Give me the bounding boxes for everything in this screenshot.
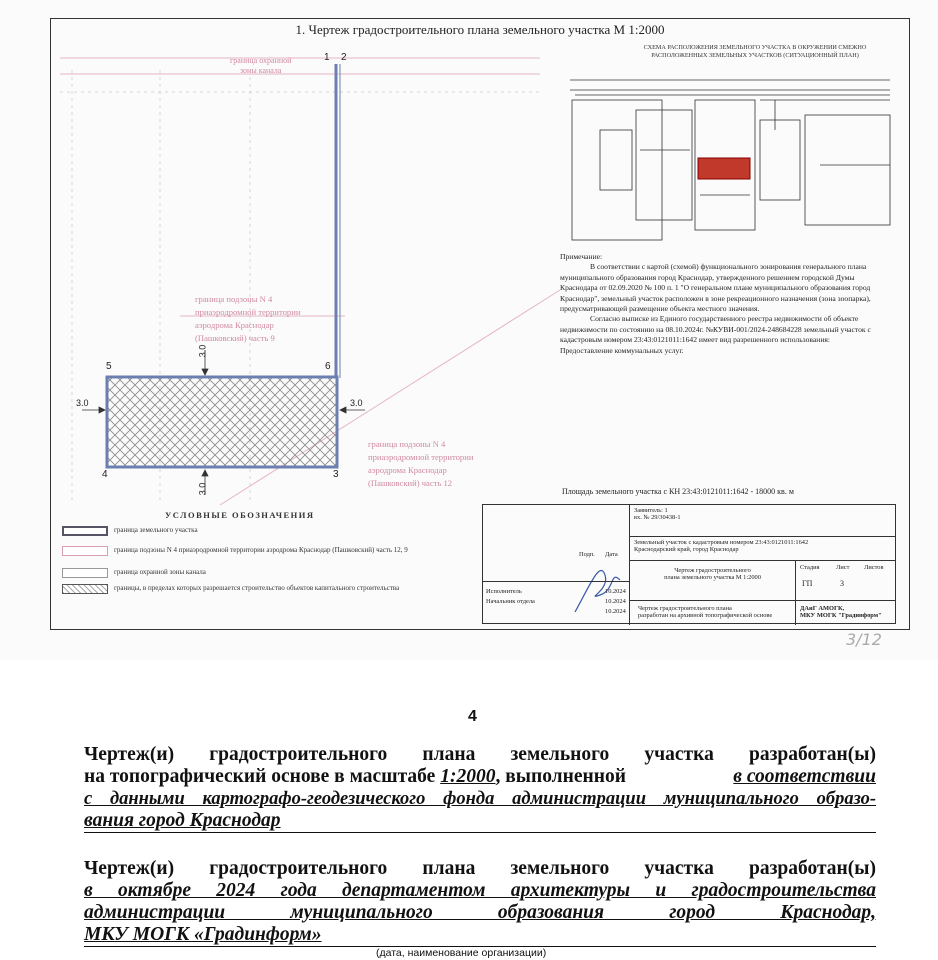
- canal-label: граница охранной зоны канала: [230, 56, 292, 75]
- legend-swatch-canal: [62, 568, 108, 578]
- dim-left: 3.0: [76, 398, 89, 408]
- dim-right: 3.0: [350, 398, 363, 408]
- para1-line1: Чертеж(и) градостроительного плана земельного участка разработан(ы): [84, 744, 876, 765]
- stamp-drawing-title-2: плана земельного участка М 1:2000: [664, 574, 761, 581]
- stamp-col-date: Дата: [605, 551, 618, 558]
- area-text: Площадь земельного участка с КН 23:43:0121011:1642 - 18000 кв. м: [562, 487, 794, 496]
- stamp-object-1: Земельный участок с кадастровым номером 23:43:0121011:1642: [634, 539, 809, 546]
- zone-label-part12: граница подзоны N 4 приаэродромной территории аэродрома Краснодар (Пашковский) часть 12: [368, 439, 474, 488]
- stamp-sheet: 3: [840, 579, 844, 588]
- legend-title: УСЛОВНЫЕ ОБОЗНАЧЕНИЯ: [165, 510, 315, 520]
- point-2: 2: [341, 52, 347, 63]
- point-4: 4: [102, 469, 108, 480]
- stamp-org-1: ДАиГ АМОГК,: [800, 605, 845, 612]
- para2-line1: Чертеж(и) градостроительного плана земельного участка разработан(ы): [84, 858, 876, 879]
- stamp-sheet-h: Лист: [836, 564, 850, 571]
- drawing-title: 1. Чертеж градостроительного плана земельного участка М 1:2000: [295, 22, 665, 37]
- stamp-applicant: Заявитель: 1: [634, 507, 668, 514]
- paragraph-developer: [84, 858, 876, 947]
- legend-swatch-building: [62, 584, 108, 594]
- stamp-date-3: 10.2024: [605, 608, 626, 615]
- stamp-sheets-h: Листов: [864, 564, 884, 571]
- para1-line4: вания город Краснодар: [84, 810, 876, 833]
- scheme-caption: СХЕМА РАСПОЛОЖЕНИЯ ЗЕМЕЛЬНОГО УЧАСТКА В ОКРУЖЕНИИ СМЕЖНО РАСПОЛОЖЕННЫХ ЗЕМЕЛЬНЫХ УЧАСТКОВ (СИТУАЦИОННЫЙ ПЛАН): [643, 44, 867, 59]
- dim-top: 3.0: [197, 344, 208, 358]
- drawing-sheet: 1. Чертеж градостроительного плана земельного участка М 1:2000 СХЕМА РАСПОЛОЖЕНИЯ ЗЕМЕЛЬНОГО УЧАСТКА В ОКРУЖЕНИИ СМЕЖНО РАСПОЛОЖЕННЫХ ЗЕМЕЛЬНЫХ УЧАСТКОВ (СИТУАЦИОННЫЙ ПЛАН) граница охранной зоны канала 1 2 граница подзоны N 4 приаэродромной территории аэродрома Краснодар (Пашковский) часть 9 граница подзоны N 4 приаэродромной территории аэродрома Краснодар (Пашковский) часть 12 5 6 4 3 3.0 3.0 3.0 3.0 Примечание: В соответствии с картой (схемой) функционального зонирования генерального плана муниципального образования город Краснодар, утвержденного решением городской Думы Краснодара от 02.09.2020 № 100 п. 1 "О генеральном плане муниципального образования город Краснодар", земельный участок расположен в зоне рекреационного назначения (зона зоопарка), предусматривающей размещение объекта местного значения. Согласно выписке из Единого государственного реестра недвижимости об объекте недвижимости по состоянию на 08.10.2024г. №КУВИ-001/2024-248684228 земельный участок с кадастровым номером 23:43:0121011:1642 имеет вид разрешенного использования: Предоставление коммунальных услуг. Площадь земельного участка с КН 23:43:0121011:1642 - 18000 кв. м УСЛОВНЫЕ ОБОЗНАЧЕНИЯ граница земельного участка граница подзоны N 4 приаэродромной территории аэродрома Краснодар (Пашковский) часть 12, 9 граница охранной зоны канала границы, в пределах которых разрешается строительство объектов капитального строительства Заявитель: 1 вх. № 29/30438-1 Земельный участок с кадастровым номером 23:43:0121011:1642 Краснодарский край, город Краснодар Подп. Дата Чертеж градостроительного плана земельного участка М 1:2000 Стадия Лист Листов ГП 3 Исполнитель Начальник отдела 10.2024 10.2024 10.2024 Чертеж градостроительного плана разработан на архивной топографической основе ДАиГ АМОГК, МКУ МОГК "Градинформ" 3/12: [0, 0, 938, 660]
- lower-page: [0, 660, 938, 960]
- org-caption: (дата, наименование организации): [376, 947, 547, 959]
- stamp-reg-no: вх. № 29/30438-1: [634, 514, 681, 521]
- stamp-row-2: Начальник отдела: [486, 598, 535, 605]
- plot-highlight: [698, 158, 750, 179]
- stamp-object-2: Краснодарский край, город Краснодар: [634, 546, 739, 553]
- para1-line2: на топографический основе в масштабе 1:2000, выполненной в соответствии: [84, 766, 876, 787]
- note-block: Примечание: В соответствии с картой (схемой) функционального зонирования генерального плана муниципального образования город Краснодар, утвержденного решением городской Думы Краснодара от 02.09.2020 № 100 п. 1 "О генеральном плане муниципального образования город Краснодар", земельный участок расположен в зоне рекреационного назначения (зона зоопарка), предусматривающей размещение объекта местного значения. Согласно выписке из Единого государственного реестра недвижимости об объекте недвижимости по состоянию на 08.10.2024г. №КУВИ-001/2024-248684228 земельный участок с кадастровым номером 23:43:0121011:1642 имеет вид разрешенного использования: Предоставление коммунальных услуг.: [560, 252, 871, 355]
- stamp-col-sign: Подп.: [579, 551, 595, 558]
- paragraph-topographic-basis: [84, 744, 876, 833]
- point-1: 1: [324, 52, 330, 63]
- page-number: 4: [468, 708, 477, 725]
- title-block: [482, 504, 896, 624]
- stamp-stage-h: Стадия: [800, 564, 820, 571]
- stamp-date-1: 10.2024: [605, 588, 626, 595]
- para2-line3: администрации муниципального образования город Краснодар,: [84, 902, 876, 923]
- stamp-row-1: Исполнитель: [486, 588, 522, 595]
- zone-label-part9: граница подзоны N 4 приаэродромной территории аэродрома Краснодар (Пашковский) часть 9: [195, 294, 301, 343]
- point-3: 3: [333, 469, 339, 480]
- handwritten-page-number: 3/12: [846, 630, 882, 649]
- point-5: 5: [106, 361, 112, 372]
- plot-area: [107, 377, 337, 467]
- stamp-org-2: МКУ МОГК "Градинформ": [800, 612, 882, 619]
- para2-line4: МКУ МОГК «Градинформ»: [84, 924, 876, 947]
- dim-bottom: 3.0: [197, 482, 208, 496]
- para2-line2: в октябре 2024 года департаментом архитектуры и градостроительства: [84, 880, 876, 901]
- stamp-basis-2: разработан на архивной топографической основе: [638, 612, 773, 619]
- legend-swatch-airfield: [62, 546, 108, 556]
- stamp-basis-1: Чертеж градостроительного плана: [638, 605, 732, 612]
- stamp-stage: ГП: [802, 579, 813, 588]
- para1-line3: с данными картографо-геодезического фонда администрации муниципального образо-: [84, 789, 876, 809]
- point-6: 6: [325, 361, 331, 372]
- stamp-date-2: 10.2024: [605, 598, 626, 605]
- stamp-drawing-title-1: Чертеж градостроительного: [674, 567, 751, 574]
- legend-swatch-plot: [62, 526, 108, 536]
